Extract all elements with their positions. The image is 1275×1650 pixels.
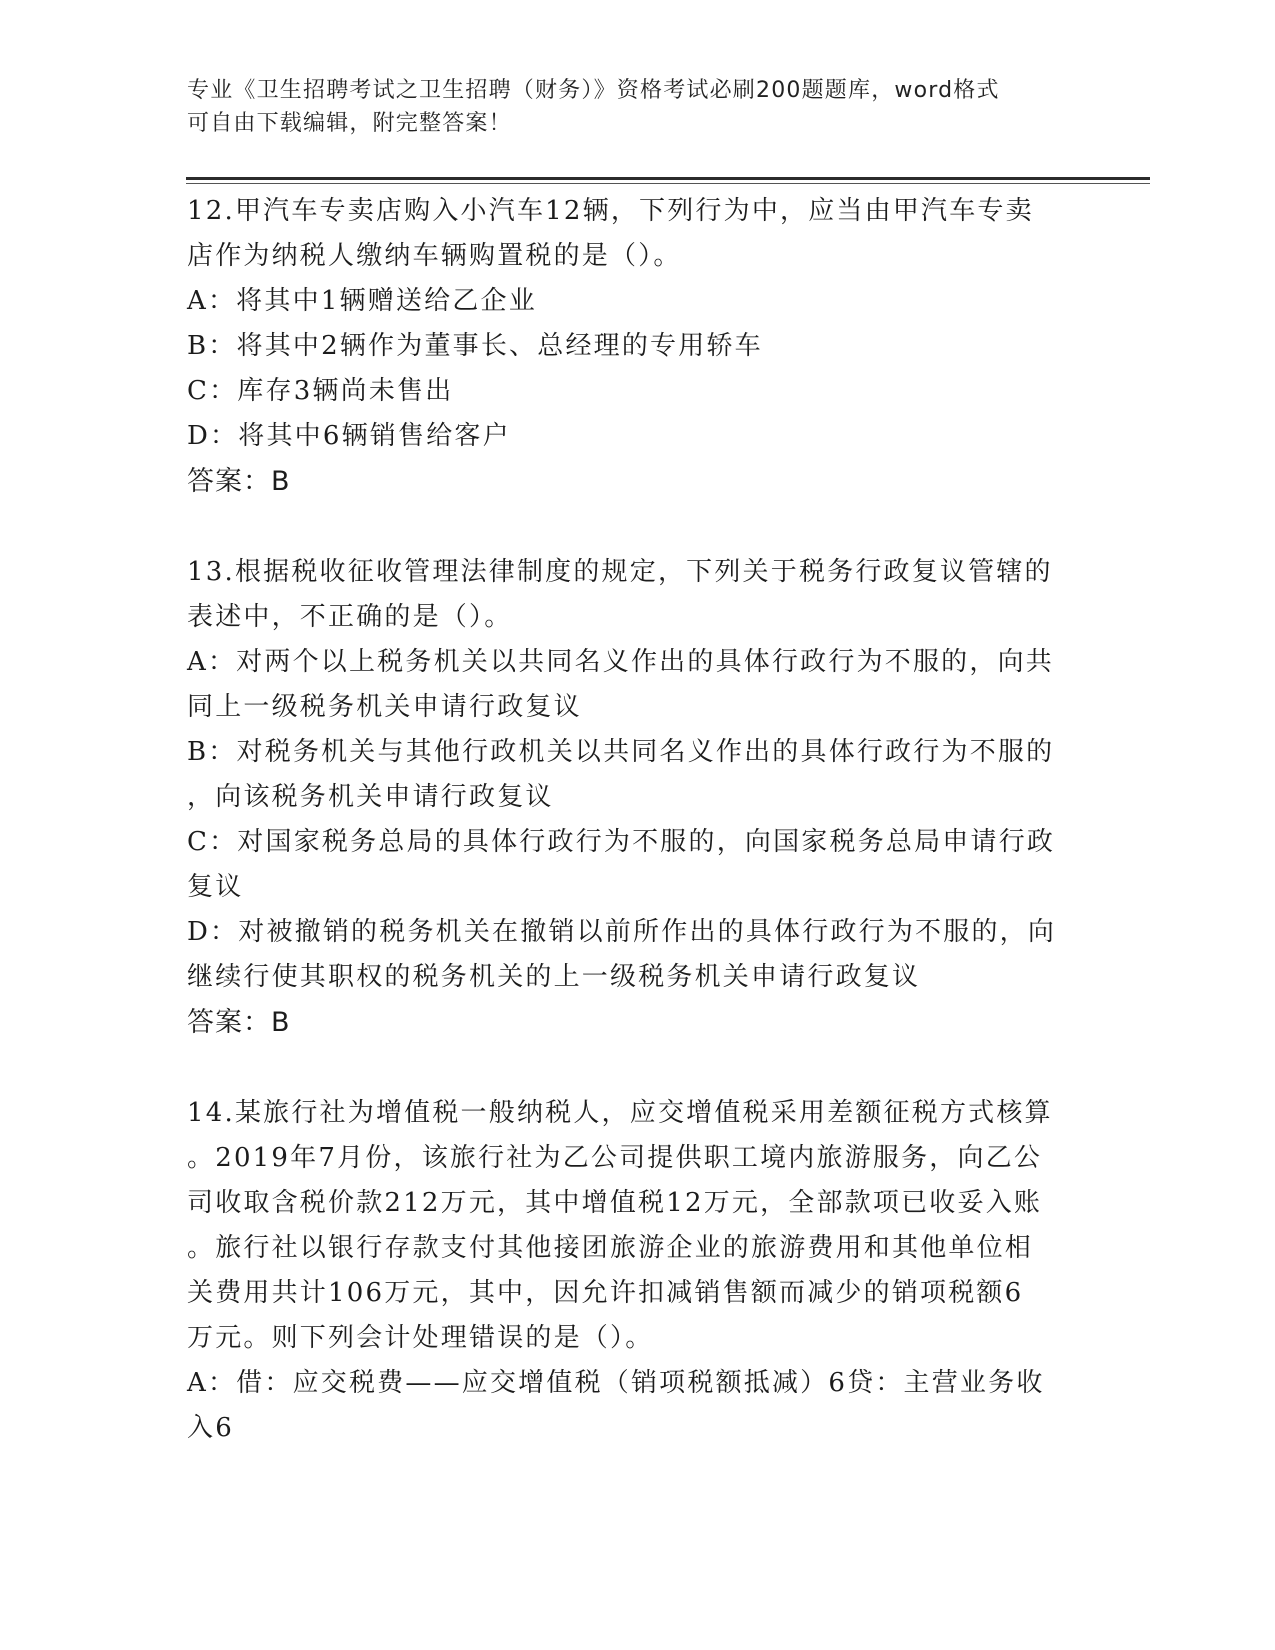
option-c: C：库存3辆尚未售出 <box>187 376 454 406</box>
question-stem-line: 关费用共计106万元，其中，因允许扣减销售额而减少的销项税额6 <box>187 1278 1024 1308</box>
question-stem-line: 。旅行社以银行存款支付其他接团旅游企业的旅游费用和其他单位相 <box>187 1233 1034 1263</box>
question-spacer <box>187 504 1087 550</box>
answer-line: 答案：B <box>187 466 291 497</box>
question-12 <box>187 189 1087 504</box>
option-c: C：对国家税务总局的具体行政行为不服的，向国家税务总局申请行政 <box>187 827 1056 857</box>
question-stem-line: 13.根据税收征收管理法律制度的规定，下列关于税务行政复议管辖的 <box>187 557 1053 587</box>
question-stem-line: 司收取含税价款212万元，其中增值税12万元，全部款项已收妥入账 <box>187 1188 1043 1218</box>
question-14 <box>187 1091 1087 1451</box>
option-b: B：将其中2辆作为董事长、总经理的专用轿车 <box>187 331 763 361</box>
document-header <box>187 74 1067 140</box>
header-line: 专业《卫生招聘考试之卫生招聘（财务）》资格考试必刷200题题库，word格式 <box>187 78 1000 103</box>
question-spacer <box>187 1045 1087 1091</box>
question-stem-line: 表述中，不正确的是（）。 <box>187 602 513 632</box>
option-a: A：对两个以上税务机关以共同名义作出的具体行政行为不服的，向共 <box>187 647 1054 677</box>
question-13 <box>187 550 1087 1045</box>
question-list <box>187 189 1087 1451</box>
answer-line: 答案：B <box>187 1007 291 1038</box>
option-b: B：对税务机关与其他行政机关以共同名义作出的具体行政行为不服的 <box>187 737 1055 767</box>
option-d-continued: 继续行使其职权的税务机关的上一级税务机关申请行政复议 <box>187 962 921 992</box>
question-stem-line: 12.甲汽车专卖店购入小汽车12辆，下列行为中，应当由甲汽车专卖 <box>187 196 1034 226</box>
option-a-continued: 入6 <box>187 1413 234 1443</box>
question-stem-line: 。2019年7月份，该旅行社为乙公司提供职工境内旅游服务，向乙公 <box>187 1143 1043 1173</box>
option-a: A：将其中1辆赠送给乙企业 <box>187 286 537 316</box>
question-stem-line: 14.某旅行社为增值税一般纳税人，应交增值税采用差额征税方式核算 <box>187 1098 1053 1128</box>
question-stem-line: 万元。则下列会计处理错误的是（）。 <box>187 1323 654 1353</box>
header-divider-thin <box>186 183 1150 184</box>
header-divider-thick <box>186 177 1150 180</box>
header-line: 可自由下载编辑，附完整答案！ <box>187 111 512 136</box>
option-c-continued: 复议 <box>187 872 244 902</box>
option-a: A：借：应交税费——应交增值税（销项税额抵减）6贷：主营业务收 <box>187 1368 1045 1398</box>
option-a-continued: 同上一级税务机关申请行政复议 <box>187 692 582 722</box>
option-d: D：将其中6辆销售给客户 <box>187 421 511 451</box>
question-stem-line: 店作为纳税人缴纳车辆购置税的是（）。 <box>187 241 682 271</box>
option-b-continued: ，向该税务机关申请行政复议 <box>187 782 554 812</box>
option-d: D：对被撤销的税务机关在撤销以前所作出的具体行政行为不服的，向 <box>187 917 1057 947</box>
